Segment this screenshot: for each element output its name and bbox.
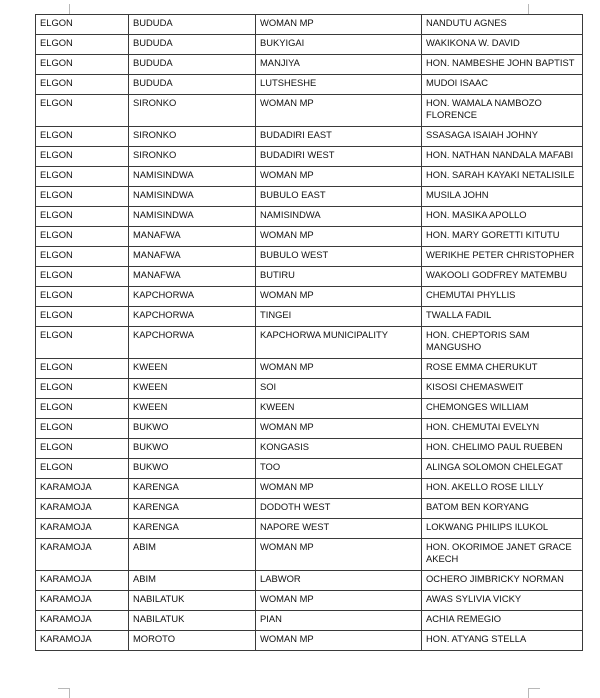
table-row: [36, 327, 583, 359]
candidate-cell: NANDUTU AGNES: [422, 15, 583, 35]
table-row: [36, 287, 583, 307]
constituency-cell: KAPCHORWA MUNICIPALITY: [256, 327, 422, 359]
table-row: [36, 611, 583, 631]
constituency-cell: BUKYIGAI: [256, 35, 422, 55]
candidates-table: [35, 14, 583, 651]
table-row: [36, 307, 583, 327]
candidate-cell: MUSILA JOHN: [422, 187, 583, 207]
region-cell: ELGON: [36, 95, 129, 127]
candidate-cell: CHEMONGES WILLIAM: [422, 399, 583, 419]
table-row: [36, 399, 583, 419]
district-cell: KARENGA: [129, 519, 256, 539]
constituency-cell: BUDADIRI EAST: [256, 127, 422, 147]
region-cell: ELGON: [36, 227, 129, 247]
constituency-cell: PIAN: [256, 611, 422, 631]
constituency-cell: BUBULO WEST: [256, 247, 422, 267]
candidate-cell: ALINGA SOLOMON CHELEGAT: [422, 459, 583, 479]
table-row: [36, 267, 583, 287]
district-cell: MANAFWA: [129, 227, 256, 247]
district-cell: SIRONKO: [129, 147, 256, 167]
table-row: [36, 247, 583, 267]
constituency-cell: KWEEN: [256, 399, 422, 419]
candidate-cell: KISOSI CHEMASWEIT: [422, 379, 583, 399]
candidate-cell: CHEMUTAI PHYLLIS: [422, 287, 583, 307]
candidate-cell: HON. MASIKA APOLLO: [422, 207, 583, 227]
candidate-cell: MUDOI ISAAC: [422, 75, 583, 95]
table-row: [36, 187, 583, 207]
table-row: [36, 499, 583, 519]
constituency-cell: MANJIYA: [256, 55, 422, 75]
district-cell: NAMISINDWA: [129, 187, 256, 207]
candidate-cell: AWAS SYLIVIA VICKY: [422, 591, 583, 611]
region-cell: KARAMOJA: [36, 591, 129, 611]
constituency-cell: NAPORE WEST: [256, 519, 422, 539]
table-row: [36, 127, 583, 147]
region-cell: ELGON: [36, 359, 129, 379]
constituency-cell: WOMAN MP: [256, 95, 422, 127]
table-row: [36, 519, 583, 539]
candidate-cell: HON. OKORIMOE JANET GRACE AKECH: [422, 539, 583, 571]
constituency-cell: TOO: [256, 459, 422, 479]
candidate-cell: TWALLA FADIL: [422, 307, 583, 327]
district-cell: KAPCHORWA: [129, 327, 256, 359]
table-row: [36, 631, 583, 651]
candidate-cell: WERIKHE PETER CHRISTOPHER: [422, 247, 583, 267]
region-cell: KARAMOJA: [36, 571, 129, 591]
region-cell: KARAMOJA: [36, 611, 129, 631]
constituency-cell: TINGEI: [256, 307, 422, 327]
constituency-cell: BUTIRU: [256, 267, 422, 287]
constituency-cell: WOMAN MP: [256, 287, 422, 307]
district-cell: MANAFWA: [129, 247, 256, 267]
candidate-cell: BATOM BEN KORYANG: [422, 499, 583, 519]
candidate-cell: HON. MARY GORETTI KITUTU: [422, 227, 583, 247]
table-row: [36, 75, 583, 95]
candidate-cell: HON. NAMBESHE JOHN BAPTIST: [422, 55, 583, 75]
table-row: [36, 359, 583, 379]
district-cell: NABILATUK: [129, 611, 256, 631]
district-cell: KWEEN: [129, 399, 256, 419]
margin-corner-mark: [58, 688, 69, 689]
district-cell: NABILATUK: [129, 591, 256, 611]
constituency-cell: KONGASIS: [256, 439, 422, 459]
table-row: [36, 147, 583, 167]
constituency-cell: BUBULO EAST: [256, 187, 422, 207]
candidate-cell: ACHIA REMEGIO: [422, 611, 583, 631]
margin-corner-mark: [69, 688, 70, 698]
district-cell: ABIM: [129, 539, 256, 571]
candidate-cell: WAKOOLI GODFREY MATEMBU: [422, 267, 583, 287]
district-cell: MOROTO: [129, 631, 256, 651]
region-cell: ELGON: [36, 207, 129, 227]
constituency-cell: WOMAN MP: [256, 419, 422, 439]
table-row: [36, 539, 583, 571]
region-cell: ELGON: [36, 307, 129, 327]
table-row: [36, 55, 583, 75]
region-cell: ELGON: [36, 399, 129, 419]
table-row: [36, 439, 583, 459]
region-cell: ELGON: [36, 327, 129, 359]
district-cell: BUKWO: [129, 439, 256, 459]
region-cell: ELGON: [36, 55, 129, 75]
region-cell: KARAMOJA: [36, 519, 129, 539]
region-cell: ELGON: [36, 127, 129, 147]
district-cell: KWEEN: [129, 359, 256, 379]
district-cell: KWEEN: [129, 379, 256, 399]
region-cell: KARAMOJA: [36, 499, 129, 519]
constituency-cell: WOMAN MP: [256, 631, 422, 651]
region-cell: ELGON: [36, 267, 129, 287]
region-cell: ELGON: [36, 35, 129, 55]
candidate-cell: WAKIKONA W. DAVID: [422, 35, 583, 55]
region-cell: ELGON: [36, 187, 129, 207]
district-cell: NAMISINDWA: [129, 167, 256, 187]
table-row: [36, 591, 583, 611]
district-cell: BUKWO: [129, 419, 256, 439]
district-cell: BUDUDA: [129, 55, 256, 75]
constituency-cell: NAMISINDWA: [256, 207, 422, 227]
margin-corner-mark: [529, 688, 540, 689]
district-cell: SIRONKO: [129, 127, 256, 147]
candidate-cell: HON. AKELLO ROSE LILLY: [422, 479, 583, 499]
constituency-cell: WOMAN MP: [256, 479, 422, 499]
district-cell: MANAFWA: [129, 267, 256, 287]
region-cell: ELGON: [36, 419, 129, 439]
candidate-cell: HON. CHEPTORIS SAM MANGUSHO: [422, 327, 583, 359]
constituency-cell: WOMAN MP: [256, 227, 422, 247]
table-row: [36, 95, 583, 127]
district-cell: BUDUDA: [129, 15, 256, 35]
table-row: [36, 419, 583, 439]
table-row: [36, 35, 583, 55]
candidate-cell: ROSE EMMA CHERUKUT: [422, 359, 583, 379]
region-cell: ELGON: [36, 379, 129, 399]
candidate-cell: HON. NATHAN NANDALA MAFABI: [422, 147, 583, 167]
district-cell: KAPCHORWA: [129, 307, 256, 327]
table-row: [36, 227, 583, 247]
table-row: [36, 207, 583, 227]
table-row: [36, 459, 583, 479]
region-cell: ELGON: [36, 75, 129, 95]
district-cell: BUDUDA: [129, 75, 256, 95]
region-cell: KARAMOJA: [36, 539, 129, 571]
district-cell: NAMISINDWA: [129, 207, 256, 227]
region-cell: ELGON: [36, 439, 129, 459]
district-cell: KAPCHORWA: [129, 287, 256, 307]
candidate-cell: HON. CHEMUTAI EVELYN: [422, 419, 583, 439]
region-cell: ELGON: [36, 15, 129, 35]
constituency-cell: WOMAN MP: [256, 591, 422, 611]
district-cell: KARENGA: [129, 499, 256, 519]
region-cell: KARAMOJA: [36, 479, 129, 499]
constituency-cell: WOMAN MP: [256, 539, 422, 571]
candidates-table-body: [36, 15, 583, 651]
constituency-cell: WOMAN MP: [256, 167, 422, 187]
region-cell: ELGON: [36, 147, 129, 167]
candidate-cell: HON. WAMALA NAMBOZO FLORENCE: [422, 95, 583, 127]
constituency-cell: SOI: [256, 379, 422, 399]
region-cell: ELGON: [36, 247, 129, 267]
district-cell: SIRONKO: [129, 95, 256, 127]
constituency-cell: DODOTH WEST: [256, 499, 422, 519]
table-row: [36, 479, 583, 499]
margin-corner-mark: [528, 688, 529, 698]
district-cell: BUDUDA: [129, 35, 256, 55]
constituency-cell: LABWOR: [256, 571, 422, 591]
candidate-cell: LOKWANG PHILIPS ILUKOL: [422, 519, 583, 539]
table-row: [36, 379, 583, 399]
region-cell: ELGON: [36, 167, 129, 187]
district-cell: BUKWO: [129, 459, 256, 479]
constituency-cell: WOMAN MP: [256, 359, 422, 379]
region-cell: ELGON: [36, 459, 129, 479]
constituency-cell: WOMAN MP: [256, 15, 422, 35]
district-cell: KARENGA: [129, 479, 256, 499]
constituency-cell: BUDADIRI WEST: [256, 147, 422, 167]
region-cell: ELGON: [36, 287, 129, 307]
candidate-cell: OCHERO JIMBRICKY NORMAN: [422, 571, 583, 591]
constituency-cell: LUTSHESHE: [256, 75, 422, 95]
region-cell: KARAMOJA: [36, 631, 129, 651]
table-row: [36, 15, 583, 35]
candidate-cell: SSASAGA ISAIAH JOHNY: [422, 127, 583, 147]
candidate-cell: HON. ATYANG STELLA: [422, 631, 583, 651]
table-row: [36, 167, 583, 187]
district-cell: ABIM: [129, 571, 256, 591]
candidate-cell: HON. CHELIMO PAUL RUEBEN: [422, 439, 583, 459]
candidate-cell: HON. SARAH KAYAKI NETALISILE: [422, 167, 583, 187]
table-row: [36, 571, 583, 591]
